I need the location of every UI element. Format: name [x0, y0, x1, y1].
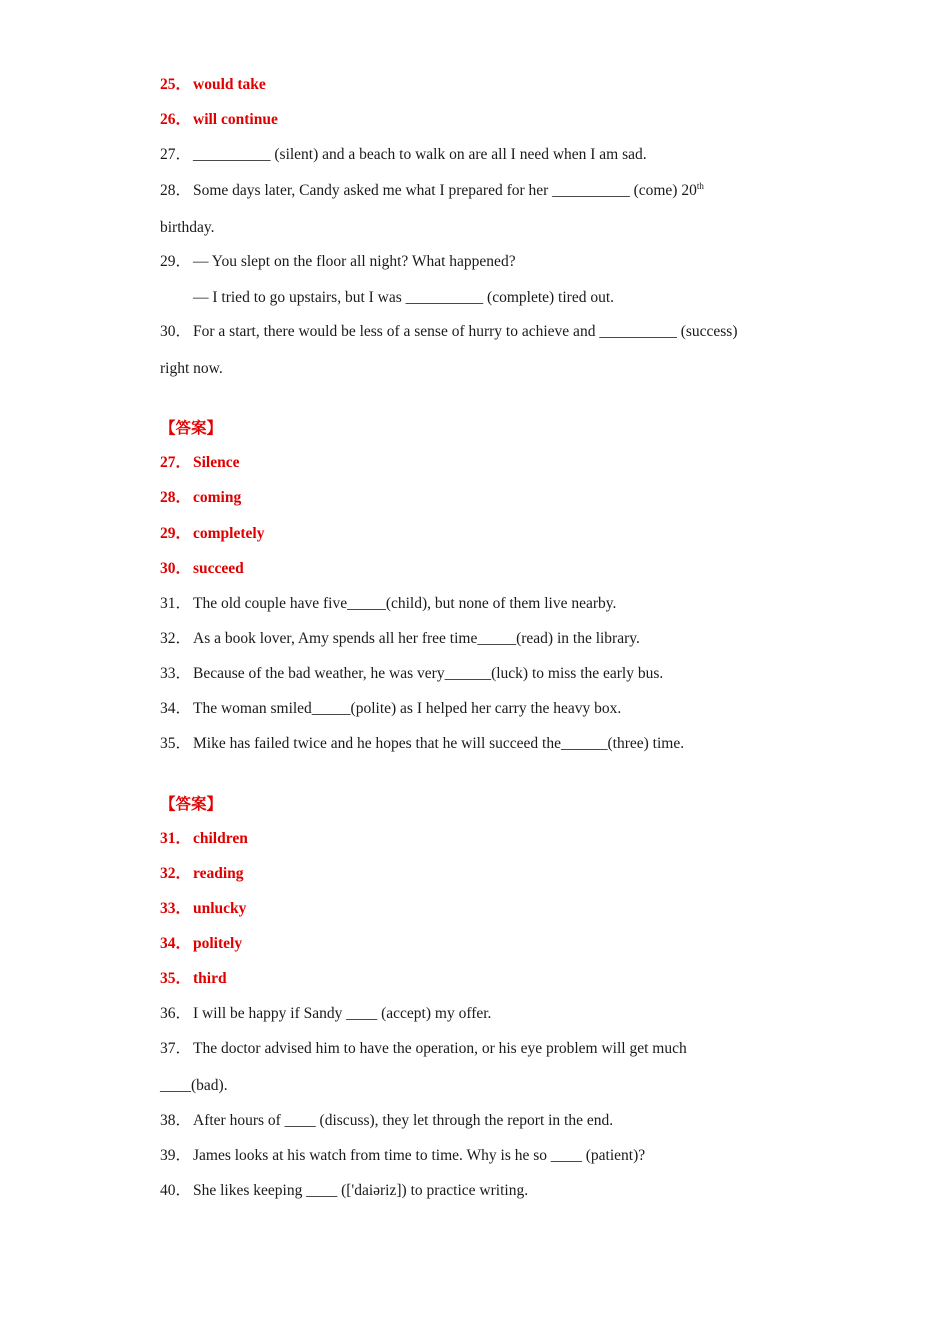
question-text: The woman smiled_____(polite) as I helped her carry the heavy box. — [193, 700, 622, 717]
question-number: 34． — [160, 700, 192, 717]
answer-number: 31． — [160, 830, 192, 847]
question-30-continuation: right now. — [160, 360, 223, 377]
answer-text: coming — [193, 489, 242, 506]
question-29 — [160, 251, 516, 273]
answer-text: Silence — [193, 454, 240, 471]
answer-number: 29． — [160, 525, 192, 542]
question-number: 30． — [160, 323, 192, 340]
question-number: 38． — [160, 1112, 192, 1129]
question-29-reply: — I tried to go upstairs, but I was __________ (complete) tired out. — [193, 289, 615, 306]
question-number: 28． — [160, 182, 192, 199]
question-30 — [160, 321, 738, 343]
question-text: After hours of ____ (discuss), they let through the report in the end. — [193, 1112, 614, 1129]
question-text: For a start, there would be less of a sense of hurry to achieve and __________ (success) — [193, 323, 738, 340]
answer-number: 25． — [160, 76, 192, 93]
question-text: Mike has failed twice and he hopes that he will succeed the______(three) time. — [193, 735, 685, 752]
answer-number: 28． — [160, 489, 192, 506]
answer-text: would take — [193, 76, 266, 93]
question-38 — [160, 1110, 613, 1132]
question-34 — [160, 698, 621, 720]
answer-30 — [160, 558, 244, 580]
question-28-continuation: birthday. — [160, 219, 215, 236]
answer-28 — [160, 487, 241, 509]
question-28 — [160, 180, 704, 202]
answer-35 — [160, 968, 227, 990]
question-27 — [160, 144, 647, 166]
question-35 — [160, 733, 684, 755]
answer-number: 32． — [160, 865, 192, 882]
question-text: Because of the bad weather, he was very______(luck) to miss the early bus. — [193, 665, 664, 682]
answer-number: 30． — [160, 560, 192, 577]
question-40 — [160, 1180, 528, 1202]
answer-text: reading — [193, 865, 244, 882]
answer-header: 【答案】 — [160, 796, 223, 813]
superscript: th — [696, 181, 704, 191]
question-text: __________ (silent) and a beach to walk on are all I need when I am sad. — [193, 146, 647, 163]
answer-29 — [160, 523, 264, 545]
answer-text: succeed — [193, 560, 244, 577]
answer-number: 27． — [160, 454, 192, 471]
question-number: 29． — [160, 253, 192, 270]
question-37-continuation: ____(bad). — [160, 1077, 228, 1094]
question-number: 37． — [160, 1040, 192, 1057]
answer-33 — [160, 898, 246, 920]
answer-text: unlucky — [193, 900, 247, 917]
answer-27 — [160, 452, 240, 474]
answer-31 — [160, 828, 248, 850]
answer-32 — [160, 863, 244, 885]
question-33 — [160, 663, 663, 685]
answer-text: completely — [193, 525, 265, 542]
answer-25 — [160, 74, 266, 96]
question-number: 27． — [160, 146, 192, 163]
answer-34 — [160, 933, 242, 955]
question-number: 39． — [160, 1147, 192, 1164]
question-text: Some days later, Candy asked me what I prepared for her __________ (come) 20 — [193, 182, 697, 199]
question-number: 36． — [160, 1005, 192, 1022]
answer-number: 26． — [160, 111, 192, 128]
question-37 — [160, 1038, 687, 1060]
question-text: — You slept on the floor all night? What happened? — [193, 253, 516, 270]
answer-number: 35． — [160, 970, 192, 987]
question-32 — [160, 628, 640, 650]
answer-number: 33． — [160, 900, 192, 917]
question-number: 40． — [160, 1182, 192, 1199]
question-39 — [160, 1145, 645, 1167]
answer-number: 34． — [160, 935, 192, 952]
answer-26 — [160, 109, 278, 131]
question-text: As a book lover, Amy spends all her free time_____(read) in the library. — [193, 630, 640, 647]
question-number: 35． — [160, 735, 192, 752]
answer-text: third — [193, 970, 227, 987]
question-number: 33． — [160, 665, 192, 682]
question-text: The old couple have five_____(child), but none of them live nearby. — [193, 595, 617, 612]
answer-text: children — [193, 830, 248, 847]
question-number: 32． — [160, 630, 192, 647]
question-36 — [160, 1003, 491, 1025]
answer-header: 【答案】 — [160, 420, 223, 437]
answer-text: politely — [193, 935, 243, 952]
answer-text: will continue — [193, 111, 278, 128]
question-text: James looks at his watch from time to time. Why is he so ____ (patient)? — [193, 1147, 646, 1164]
question-text: I will be happy if Sandy ____ (accept) my offer. — [193, 1005, 492, 1022]
question-number: 31． — [160, 595, 192, 612]
question-text: She likes keeping ____ (['daiəriz]) to practice writing. — [193, 1182, 529, 1199]
question-text: The doctor advised him to have the operation, or his eye problem will get much — [193, 1040, 687, 1057]
question-31 — [160, 593, 616, 615]
